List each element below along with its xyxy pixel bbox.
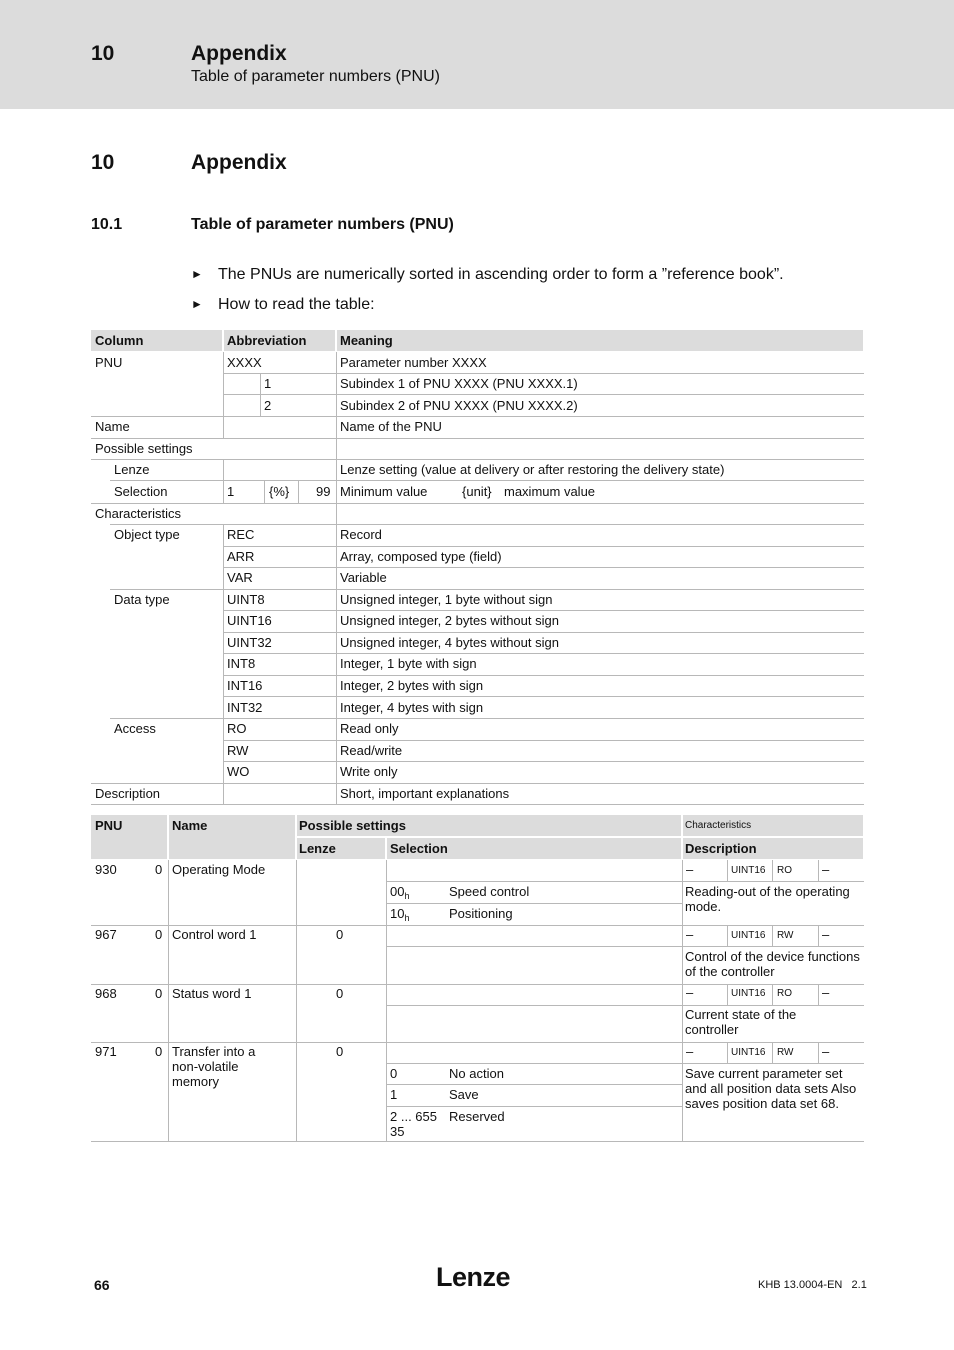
param-header-description: Description — [685, 841, 757, 856]
bullet-item: ► How to read the table: — [191, 296, 375, 313]
legend-header-column: Column — [95, 333, 144, 348]
legend-access-abbr: RW — [227, 743, 249, 758]
legend-selection-meaning-unit: {unit} — [462, 484, 492, 499]
param-subindex: 0 — [155, 986, 163, 1001]
legend-sub2-meaning: Subindex 2 of PNU XXXX (PNU XXXX.2) — [340, 398, 578, 413]
param-header-selection: Selection — [390, 841, 448, 856]
arrow-right-icon: ► — [191, 267, 203, 281]
param-access: RW — [777, 1047, 794, 1058]
param-object-type: – — [686, 1044, 694, 1059]
legend-selection-max: 99 — [316, 484, 331, 499]
param-option-value: $00_h$ — [390, 884, 410, 901]
header-chapter-title: Appendix — [191, 42, 287, 65]
param-pnu: 968 — [95, 986, 117, 1001]
param-subindex: 0 — [155, 862, 163, 877]
heading2-number: 10.1 — [91, 216, 123, 233]
param-option-text: Reserved — [449, 1109, 505, 1124]
param-description: Current state of the controller — [685, 1007, 797, 1037]
legend-object-meaning: Array, composed type (field) — [340, 549, 502, 564]
legend-object-abbr: VAR — [227, 570, 253, 585]
bullet-item: ► The PNUs are numerically sorted in ascending order to form a ”reference book”. — [191, 266, 784, 283]
param-lenze: 0 — [336, 1044, 344, 1059]
param-lenze: 0 — [336, 986, 344, 1001]
legend-access-abbr: WO — [227, 764, 250, 779]
param-pnu: 930 — [95, 862, 117, 877]
legend-data-type-meaning: Unsigned integer, 4 bytes without sign — [340, 635, 559, 650]
legend-object-abbr: REC — [227, 527, 255, 542]
param-option-text: Speed control — [449, 884, 530, 899]
heading1-title: Appendix — [191, 151, 287, 174]
legend-data-type-abbr: UINT32 — [227, 635, 272, 650]
param-option-text: No action — [449, 1066, 504, 1081]
param-subindex: 0 — [155, 927, 163, 942]
param-access: RO — [777, 988, 792, 999]
legend-data-type-meaning: Integer, 4 bytes with sign — [340, 700, 484, 715]
legend-pnu-meaning: Parameter number XXXX — [340, 355, 487, 370]
param-access: RW — [777, 930, 794, 941]
legend-pnu-abbr: XXXX — [227, 355, 262, 370]
param-pnu: 967 — [95, 927, 117, 942]
param-data-type: UINT16 — [731, 1047, 766, 1058]
header-band — [0, 0, 954, 109]
param-header-possible: Possible settings — [299, 818, 406, 833]
heading1-number: 10 — [91, 151, 115, 174]
legend-data-type-meaning: Integer, 1 byte with sign — [340, 656, 477, 671]
param-option-value: $10_h$ — [390, 906, 410, 923]
legend-object-type-label: Object type — [114, 527, 180, 542]
param-description: Control of the device functions of the controller — [685, 949, 860, 979]
param-header-lenze: Lenze — [299, 841, 336, 856]
document-id: KHB 13.0004-EN 2.1 — [758, 1279, 867, 1291]
param-object-type: – — [686, 927, 694, 942]
legend-selection-label: Selection — [114, 484, 168, 499]
legend-data-type-label: Data type — [114, 592, 170, 607]
param-name: Operating Mode — [172, 862, 266, 877]
param-char-extra: – — [822, 1044, 830, 1059]
arrow-right-icon: ► — [191, 297, 203, 311]
param-option-value: 2 ... 655 35 — [390, 1109, 437, 1139]
header-subtitle: Table of parameter numbers (PNU) — [191, 68, 440, 85]
header-chapter-number: 10 — [91, 42, 115, 65]
lenze-logo: Lenze — [436, 1262, 511, 1292]
param-name: Control word 1 — [172, 927, 257, 942]
param-pnu: 971 — [95, 1044, 117, 1059]
param-data-type: UINT16 — [731, 988, 766, 999]
page-number: 66 — [94, 1277, 110, 1293]
legend-data-type-meaning: Unsigned integer, 1 byte without sign — [340, 592, 553, 607]
param-subindex: 0 — [155, 1044, 163, 1059]
param-option-text: Save — [449, 1087, 479, 1102]
legend-object-meaning: Record — [340, 527, 382, 542]
legend-description-meaning: Short, important explanations — [340, 786, 510, 801]
legend-data-type-abbr: INT16 — [227, 678, 263, 693]
param-description: Save current parameter set and all position data sets Also saves position data set 68. — [685, 1066, 857, 1111]
param-option-text: Positioning — [449, 906, 513, 921]
param-name: Transfer into a non-volatile memory — [172, 1044, 256, 1089]
legend-access-meaning: Read only — [340, 721, 399, 736]
legend-selection-meaning-max: maximum value — [504, 484, 596, 499]
param-char-extra: – — [822, 927, 830, 942]
param-char-extra: – — [822, 985, 830, 1000]
legend-pnu-label: PNU — [95, 355, 123, 370]
param-header-name: Name — [172, 818, 208, 833]
legend-header-abbreviation: Abbreviation — [227, 333, 307, 348]
legend-object-meaning: Variable — [340, 570, 387, 585]
legend-access-meaning: Write only — [340, 764, 398, 779]
param-lenze: 0 — [336, 927, 344, 942]
param-header-characteristics: Characteristics — [685, 820, 752, 831]
legend-possible-settings: Possible settings — [95, 441, 193, 456]
param-description: Reading-out of the operating mode. — [685, 884, 850, 914]
legend-object-abbr: ARR — [227, 549, 255, 564]
legend-data-type-meaning: Unsigned integer, 2 bytes without sign — [340, 613, 559, 628]
legend-name-label: Name — [95, 419, 130, 434]
legend-sub1-meaning: Subindex 1 of PNU XXXX (PNU XXXX.1) — [340, 376, 578, 391]
legend-characteristics: Characteristics — [95, 506, 181, 521]
legend-name-meaning: Name of the PNU — [340, 419, 442, 434]
param-header-pnu: PNU — [95, 818, 123, 833]
legend-selection-unit: {%} — [269, 484, 290, 499]
param-data-type: UINT16 — [731, 930, 766, 941]
param-option-value: 1 — [390, 1087, 398, 1102]
param-data-type: UINT16 — [731, 865, 766, 876]
legend-lenze-label: Lenze — [114, 462, 150, 477]
legend-data-type-abbr: UINT16 — [227, 613, 272, 628]
legend-description-label: Description — [95, 786, 161, 801]
legend-data-type-abbr: INT8 — [227, 656, 256, 671]
legend-header-meaning: Meaning — [340, 333, 393, 348]
legend-lenze-meaning: Lenze setting (value at delivery or after restoring the delivery state) — [340, 462, 725, 477]
param-name: Status word 1 — [172, 986, 252, 1001]
legend-data-type-abbr: INT32 — [227, 700, 263, 715]
legend-access-label: Access — [114, 721, 156, 736]
legend-sub2-abbr: 2 — [264, 398, 272, 413]
legend-selection-meaning-min: Minimum value — [340, 484, 428, 499]
legend-data-type-abbr: UINT8 — [227, 592, 265, 607]
param-object-type: – — [686, 985, 694, 1000]
legend-sub1-abbr: 1 — [264, 376, 272, 391]
param-access: RO — [777, 865, 792, 876]
param-object-type: – — [686, 862, 694, 877]
param-char-extra: – — [822, 862, 830, 877]
param-option-value: 0 — [390, 1066, 398, 1081]
legend-access-meaning: Read/write — [340, 743, 403, 758]
legend-selection-min: 1 — [227, 484, 235, 499]
legend-access-abbr: RO — [227, 721, 247, 736]
heading2-title: Table of parameter numbers (PNU) — [191, 216, 454, 233]
legend-data-type-meaning: Integer, 2 bytes with sign — [340, 678, 484, 693]
